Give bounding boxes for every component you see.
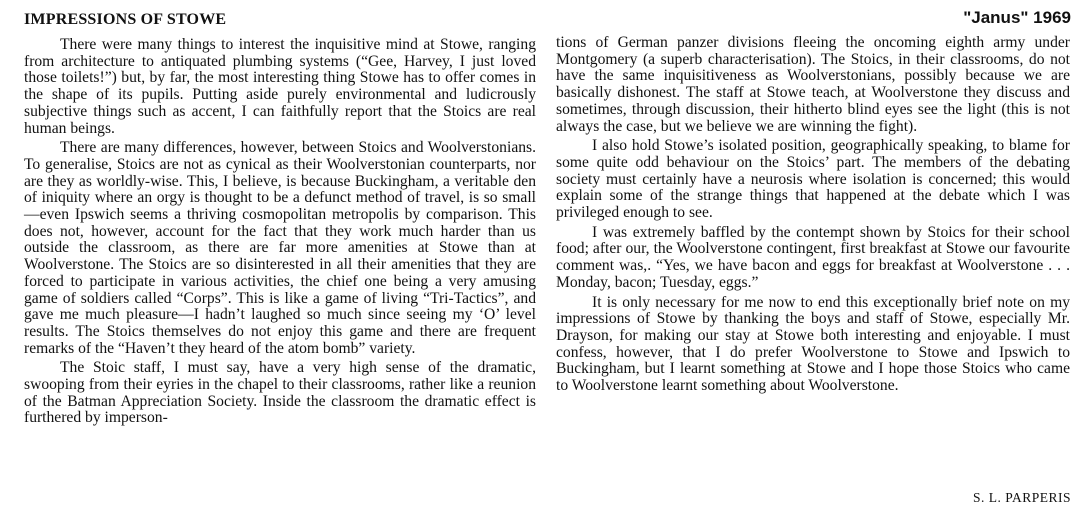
paragraph: It is only necessary for me now to end this exceptionally brief note on my impressions of Stowe by thanking the boys and staff of Stowe, especially Mr. Drayson, for making our stay at Stowe both interesting and enjoyable. I must confess, however, that I do prefer Woolverstone to Stowe and Ipswich to Buckingham, but I learnt something at Stowe and I hope those Stoics who came to Woolverstone learnt something about Woolverstone. [556, 293, 1070, 395]
paragraph: The Stoic staff, I must say, have a very high sense of the dramatic, swooping from their eyries in the chapel to their classrooms, rather like a reunion of the Batman Appreciation Society. Inside the classroom the dramatic effect is furthered by imperson- [24, 359, 536, 427]
article-title: IMPRESSIONS OF STOWE [24, 11, 227, 28]
left-column [24, 37, 536, 430]
paragraph: There were many things to interest the inquisitive mind at Stowe, ranging from architecture to antiquated plumbing systems (“Gee, Harvey, I just loved those toilets!”) but, by far, the most interesting thing Stowe has to offer comes in the shape of its pupils. Putting aside purely environmental and ludicrously subjective things such as accent, I can faithfully report that the Stoics are real human beings. [24, 36, 536, 137]
publication-source: "Janus" 1969 [963, 8, 1071, 27]
paragraph: There are many differences, however, between Stoics and Woolverstonians. To generalise, Stoics are not as cynical as their Woolverstonian counterparts, nor are they as worldly-wise. This, I believe, is because Buckingham, a veritable den of iniquity where an orgy is thought to be a defunct method of travel, is so small —even Ipswich seems a thriving cosmopolitan metropolis by comparison. This does not, however, account for the fact that they work much harder than us outside the classroom, as there are far more amenities at Stowe than at Woolverstone. The Stoics are so disinterested in all their amenities that they are forced to participate in various activities, the chief one being a very amusing game of soldiers called “Corps”. This is like a game of living “Tri-Tactics”, and gave me much pleasure—I hadn’t laughed so much since seeing my ‘O’ level results. The Stoics themselves do not enjoy this game and there are frequent remarks of the “Haven’t they heard of the atom bomb” variety. [24, 139, 536, 357]
author-signature: S. L. PARPERIS [972, 490, 1071, 505]
paragraph: I also hold Stowe’s isolated position, geographically speaking, to blame for some quite odd behaviour on the Stoics’ part. The members of the debating society must certainly have a neurosis where isolation is concerned; this would explain some of the strange things that happened at the debate which I was privileged enough to see. [556, 137, 1070, 222]
paragraph: I was extremely baffled by the contempt shown by Stoics for their school food; after our, the Woolverstone contingent, first breakfast at Stowe our favourite comment was,. “Yes, we have bacon and eggs for breakfast at Woolverstone . . . Monday, bacon; Tuesday, eggs.” [556, 223, 1070, 291]
right-column [556, 35, 1070, 398]
paragraph-continuation: tions of German panzer divisions fleeing the oncoming eighth army under Montgomery (a superb characterisation). The Stoics, in their classrooms, do not have the same inquisitiveness as Woolverstonians, possibly because we are basically dishonest. The staff at Stowe teach, at Woolverstone they discuss and sometimes, through discussion, their hitherto blind eyes see the light (this is not always the case, but we believe we are winning the fight). [556, 34, 1070, 135]
